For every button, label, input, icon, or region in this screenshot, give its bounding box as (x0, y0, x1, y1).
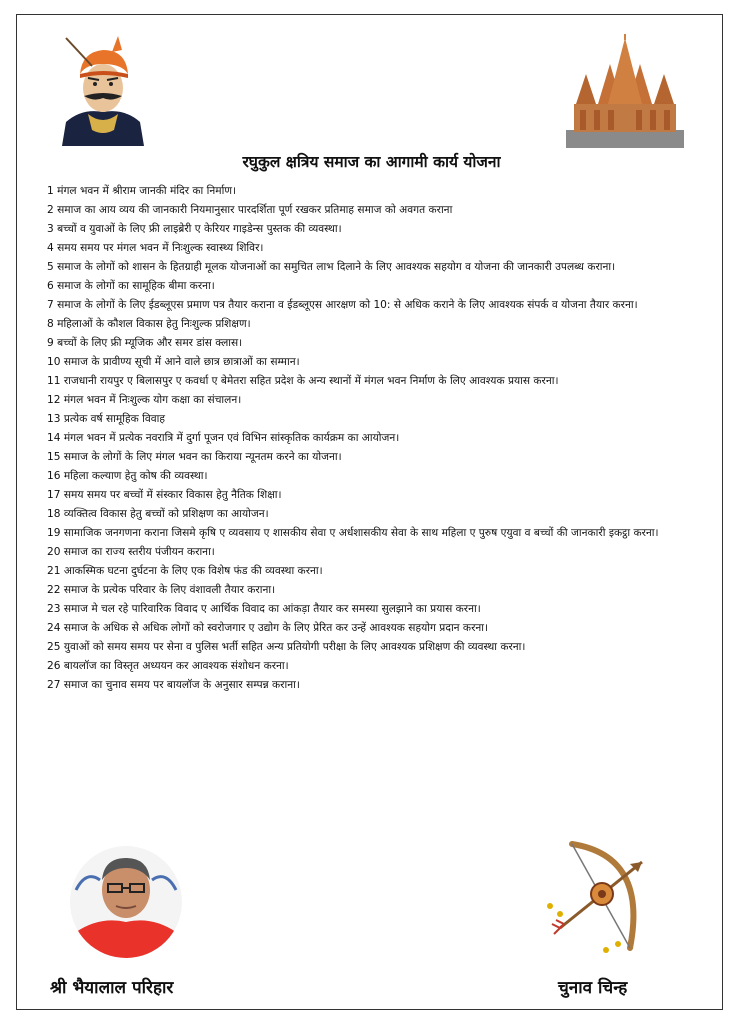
list-item: 16 महिला कल्याण हेतु कोष की व्यवस्था। (47, 470, 208, 482)
list-item: 18 व्यक्तित्व विकास हेतु बच्चों को प्रशिक्षण का आयोजन। (47, 508, 269, 520)
document-title: रघुकुल क्षत्रिय समाज का आगामी कार्य योजना (242, 153, 501, 171)
list-item: 23 समाज मे चल रहे पारिवारिक विवाद ए आर्थिक विवाद का आंकड़ा तैयार कर समस्या सुलझाने का प्रयास करना। (47, 603, 481, 615)
candidate-photo (70, 840, 182, 964)
list-item: 4 समय समय पर मंगल भवन में निःशुल्क स्वास्थ्य शिविर। (47, 242, 264, 254)
list-item: 3 बच्चों व युवाओं के लिए फ्री लाइब्रेरी ए केरियर गाइडेन्स पुस्तक की व्यवस्था। (47, 223, 342, 235)
list-item: 13 प्रत्येक वर्ष सामूहिक विवाह (47, 413, 165, 425)
list-item: 26 बायलॉज का विस्तृत अध्ययन कर आवश्यक संशोधन करना। (47, 660, 289, 672)
list-item: 27 समाज का चुनाव समय पर बायलॉज के अनुसार सम्पन्न कराना। (47, 679, 300, 691)
warrior-portrait-image (52, 34, 154, 146)
list-item: 19 सामाजिक जनगणना कराना जिसमे कृषि ए व्यवसाय ए शासकीय सेवा ए अर्धशासकीय सेवा के साथ महिला ए पुरुष एयुवा व बच्चों की जानकारी इकट्ठा करना। (47, 527, 659, 539)
list-item: 8 महिलाओं के कौशल विकास हेतु निःशुल्क प्रशिक्षण। (47, 318, 251, 330)
list-item: 12 मंगल भवन में निःशुल्क योग कक्षा का संचालन। (47, 394, 242, 406)
list-item: 1 मंगल भवन में श्रीराम जानकी मंदिर का निर्माण। (47, 185, 237, 197)
list-item: 5 समाज के लोगों को शासन के हितग्राही मूलक योजनाओं का समुचित लाभ दिलाने के लिए आवश्यक सहयोग व योजना की जानकारी उपलब्ध कराना। (47, 261, 616, 273)
list-item: 6 समाज के लोगों का सामूहिक बीमा करना। (47, 280, 215, 292)
list-item: 22 समाज के प्रत्येक परिवार के लिए वंशावली तैयार कराना। (47, 584, 276, 596)
list-item: 7 समाज के लोगों के लिए ईडब्लूएस प्रमाण पत्र तैयार कराना व ईडब्लूएस आरक्षण को 10: से अधिक कराने के लिए आवश्यक संपर्क व योजना तैयार करना। (47, 299, 638, 311)
list-item: 21 आकस्मिक घटना दुर्घटना के लिए एक विशेष फंड की व्यवस्था करना। (47, 565, 323, 577)
bow-arrow-symbol-image (530, 836, 660, 958)
list-item: 14 मंगल भवन में प्रत्येक नवरात्रि में दुर्गा पूजन एवं विभिन सांस्कृतिक कार्यक्रम का आयोजन। (47, 432, 400, 444)
election-symbol-label: चुनाव चिन्ह (558, 978, 628, 998)
list-item: 25 युवाओं को समय समय पर सेना व पुलिस भर्ती सहित अन्य प्रतियोगी परीक्षा के लिए आवश्यक प्रशिक्षण की व्यवस्था करना। (47, 641, 526, 653)
temple-image (562, 34, 688, 152)
list-item: 24 समाज के अधिक से अधिक लोगों को स्वरोजगार ए उद्योग के लिए प्रेरित कर उन्हें आवश्यक सहयोग प्रदान करना। (47, 622, 489, 634)
list-item: 9 बच्चों के लिए फ्री म्यूजिक और समर डांस क्लास। (47, 337, 243, 349)
list-item: 15 समाज के लोगों के लिए मंगल भवन का किराया न्यूनतम करने का योजना। (47, 451, 342, 463)
list-item: 11 राजधानी रायपुर ए बिलासपुर ए कवर्धा ए बेमेतरा सहित प्रदेश के अन्य स्थानों में मंगल भवन निर्माण के लिए आवश्यक प्रयास करना। (47, 375, 559, 387)
list-item: 10 समाज के प्रावीण्य सूची में आने वाले छात्र छात्राओं का सम्मान। (47, 356, 300, 368)
list-item: 17 समय समय पर बच्चों में संस्कार विकास हेतु नैतिक शिक्षा। (47, 489, 282, 501)
list-item: 20 समाज का राज्य स्तरीय पंजीयन कराना। (47, 546, 215, 558)
candidate-name: श्री भैयालाल परिहार (50, 978, 174, 998)
plan-list (47, 182, 687, 695)
list-item: 2 समाज का आय व्यय की जानकारी नियमानुसार पारदर्शिता पूर्ण रखकर प्रतिमाह समाज को अवगत कराना (47, 204, 453, 216)
